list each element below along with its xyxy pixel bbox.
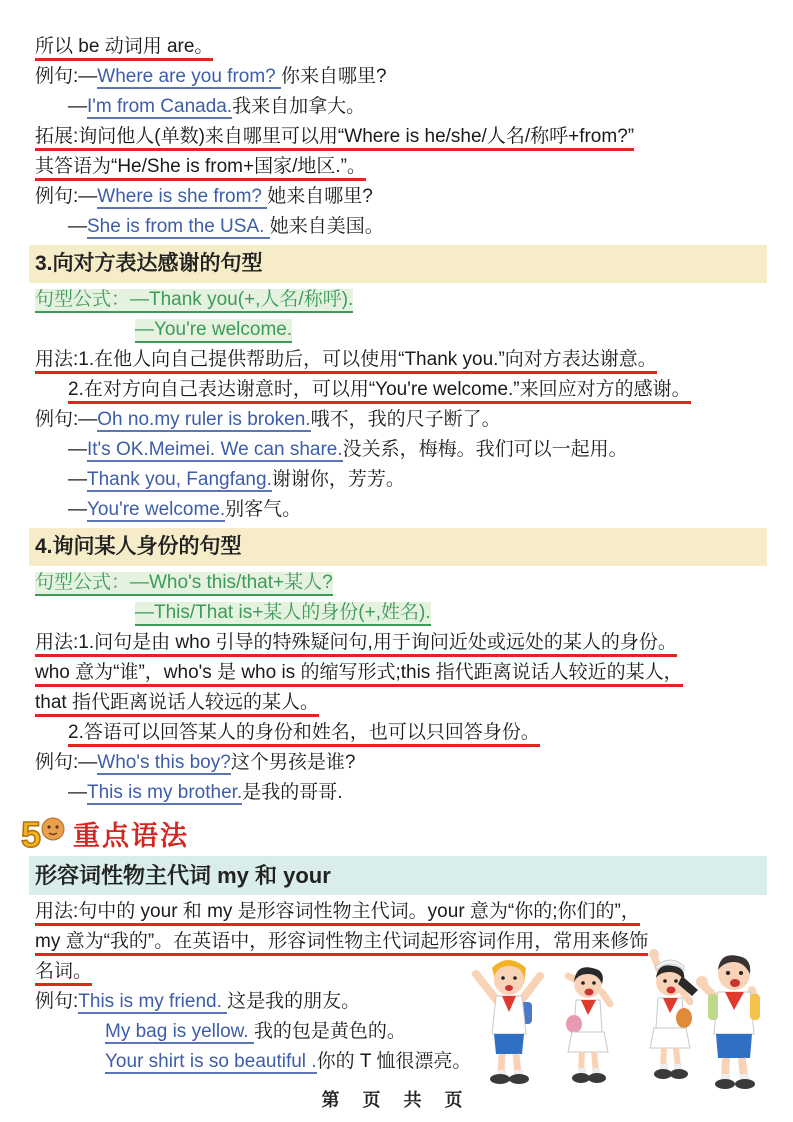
line-text	[35, 572, 333, 596]
girl-pink-bag-figure	[566, 967, 610, 1083]
red-underlined-text	[35, 961, 92, 986]
text-line	[35, 212, 761, 242]
cn-text: —	[68, 439, 87, 460]
text-line	[35, 778, 761, 808]
cn-text: 拓展:询问他人(单数)来自哪里可以用“Where is he/she/人名/称呼+from?”	[35, 126, 635, 147]
line-text	[105, 1021, 406, 1044]
cn-text: 是我的哥哥.	[242, 782, 343, 803]
text-line	[35, 315, 761, 345]
red-underlined-text	[35, 632, 677, 657]
cn-text: 例句:—	[35, 409, 98, 430]
cn-text: 你的 T 恤很漂亮。	[316, 1051, 472, 1072]
text-line	[35, 748, 761, 778]
pattern-text: 句型公式：—Thank you(+,人名/称呼).	[35, 289, 353, 313]
text-line	[35, 405, 761, 435]
text-line	[35, 495, 761, 525]
red-underlined-text	[68, 379, 691, 404]
english-phrase: She is from the USA.	[87, 216, 270, 237]
text-line	[35, 568, 761, 598]
cn-text: 2.答语可以回答某人的身份和姓名，也可以只回答身份。	[68, 722, 540, 743]
cn-text: 用法:句中的 your 和 my 是形容词性物主代词。your 意为“你的;你们的”，	[35, 901, 640, 922]
text-line	[35, 92, 761, 122]
text-line	[35, 628, 761, 658]
text-line	[35, 435, 761, 465]
cn-text: 别客气。	[225, 499, 302, 520]
red-underlined-text	[35, 662, 683, 687]
cn-text: 例句:—	[35, 66, 98, 87]
text-line	[35, 897, 761, 927]
english-phrase: Who's this boy?	[97, 752, 231, 773]
text-line	[35, 62, 761, 92]
english-phrase: You're welcome.	[87, 499, 226, 520]
cn-text: —	[68, 499, 87, 520]
cn-text: 我来自加拿大。	[232, 96, 366, 117]
girl-hat-figure	[649, 949, 698, 1079]
cn-text: 例句:—	[35, 186, 98, 207]
cn-text: 没关系，梅梅。我们可以一起用。	[342, 439, 628, 460]
children-illustration	[458, 946, 776, 1096]
cn-text: 所以 be 动词用 are。	[35, 36, 214, 57]
key-grammar-title: 重点语法	[73, 820, 189, 851]
cn-text: 我的包是黄色的。	[253, 1021, 406, 1042]
english-phrase: I'm from Canada.	[87, 96, 233, 117]
text-line	[35, 122, 761, 152]
pattern-text: —This/That is+某人的身份(+,姓名).	[135, 602, 431, 626]
line-text	[35, 289, 353, 313]
line-text	[68, 469, 405, 492]
cn-text: —	[68, 216, 87, 237]
cn-text: that 指代距离说话人较远的某人。	[35, 692, 319, 713]
line-text	[35, 991, 360, 1014]
grammar-notes-content	[21, 32, 761, 1077]
section-header: 4.询问某人身份的句型	[29, 528, 767, 566]
cn-text: 用法:1.在他人向自己提供帮助后，可以使用“Thank you.”向对方表达谢意。	[35, 349, 657, 370]
english-phrase: It's OK.Meimei. We can share.	[87, 439, 343, 460]
text-line	[35, 345, 761, 375]
line-text	[68, 499, 301, 522]
red-underlined-text	[35, 36, 213, 61]
cn-text: 她来自哪里?	[267, 186, 373, 207]
cn-text: —	[68, 469, 87, 490]
cn-text: 哦不，我的尺子断了。	[310, 409, 501, 430]
tall-boy-figure	[696, 955, 760, 1089]
cn-text: —	[68, 782, 87, 803]
cn-text: 她来自美国。	[269, 216, 384, 237]
text-line	[35, 688, 761, 718]
text-line	[35, 658, 761, 688]
cn-text: 谢谢你，芳芳。	[271, 469, 405, 490]
english-phrase: My bag is yellow.	[105, 1021, 254, 1042]
english-phrase: Your shirt is so beautiful .	[105, 1051, 317, 1072]
page-footer: 第 页 共 页	[321, 1090, 472, 1110]
cn-text: 例句:—	[35, 752, 98, 773]
text-line	[35, 182, 761, 212]
cn-text: my 意为“我的”。在英语中，形容词性物主代词起形容词作用，常用来修饰	[35, 931, 649, 952]
section-header: 3.向对方表达感谢的句型	[29, 245, 767, 283]
red-underlined-text	[68, 722, 540, 747]
text-line	[35, 718, 761, 748]
cn-text: 这是我的朋友。	[227, 991, 361, 1012]
text-line	[35, 598, 761, 628]
cn-text: 这个男孩是谁?	[230, 752, 356, 773]
line-text	[35, 66, 387, 89]
english-phrase: Where are you from?	[97, 66, 282, 87]
cn-text: 2.在对方向自己表达谢意时，可以用“You're welcome.”来回应对方的感谢。	[68, 379, 691, 400]
red-underlined-text	[35, 349, 657, 374]
line-text	[35, 409, 501, 432]
cn-text: who 意为“谁”，who's 是 who is 的缩写形式;this 指代距离说话人较近的某人，	[35, 662, 683, 683]
english-phrase: Thank you, Fangfang.	[87, 469, 272, 490]
line-text	[35, 186, 373, 209]
line-text	[68, 216, 384, 239]
text-line	[35, 32, 761, 62]
english-phrase: This is my friend.	[78, 991, 228, 1012]
cn-text: —	[68, 96, 87, 117]
blonde-boy-figure	[476, 960, 540, 1084]
svg-text:5: 5	[21, 814, 42, 853]
cn-text: 名词。	[35, 961, 93, 982]
english-phrase: This is my brother.	[87, 782, 243, 803]
red-underlined-text	[35, 901, 640, 926]
key-grammar-heading	[19, 812, 761, 854]
cn-text: 你来自哪里?	[281, 66, 387, 87]
line-text	[68, 782, 343, 805]
english-phrase: Oh no.my ruler is broken.	[97, 409, 311, 430]
grammar-topic-header: 形容词性物主代词 my 和 your	[29, 856, 767, 895]
text-line	[35, 152, 761, 182]
line-text	[135, 602, 431, 626]
pattern-text: 句型公式：—Who's this/that+某人?	[35, 572, 333, 596]
cn-text: 例句:	[35, 991, 79, 1012]
cn-text: 用法:1.问句是由 who 引导的特殊疑问句,用于询问近处或远处的某人的身份。	[35, 632, 677, 653]
red-underlined-text	[35, 126, 634, 151]
text-line	[35, 375, 761, 405]
line-text	[135, 319, 292, 343]
red-underlined-text	[35, 692, 319, 717]
grade-badge-icon	[19, 813, 67, 853]
line-text	[68, 439, 628, 462]
text-line	[35, 465, 761, 495]
english-phrase: Where is she from?	[97, 186, 268, 207]
line-text	[68, 96, 365, 119]
red-underlined-text	[35, 156, 366, 181]
cn-text: 其答语为“He/She is from+国家/地区.”。	[35, 156, 366, 177]
pattern-text: —You're welcome.	[135, 319, 292, 343]
line-text	[35, 752, 355, 775]
line-text	[105, 1051, 471, 1074]
text-line	[35, 285, 761, 315]
